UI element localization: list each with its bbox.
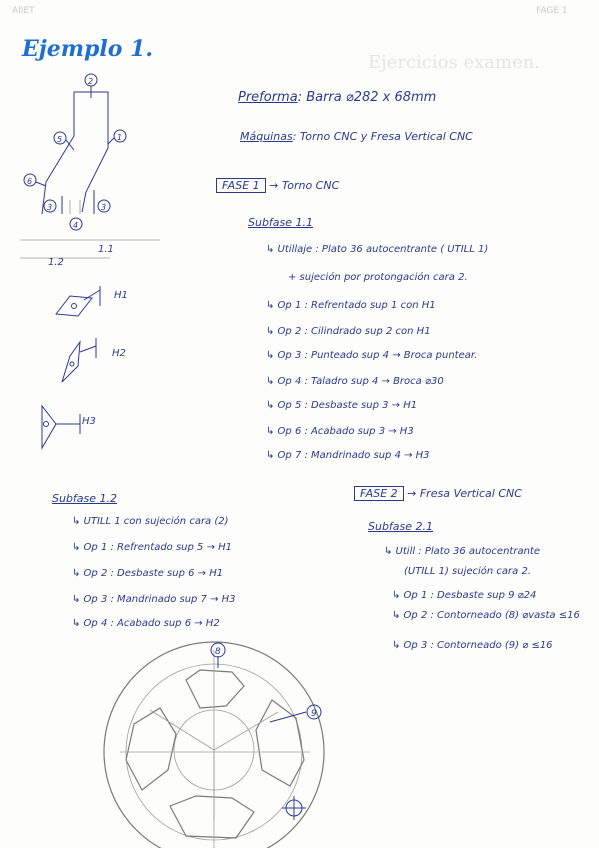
- subfase-2-1-line: ↳ Op 3 : Contorneado (9) ⌀ ≤16: [392, 640, 553, 651]
- subfase-1-2-line: ↳ Op 3 : Mandrinado sup 7 → H3: [72, 594, 236, 605]
- subfase-1-2-line: ↳ Op 4 : Acabado sup 6 → H2: [72, 618, 220, 629]
- label-4: 4: [73, 221, 79, 230]
- tool-h2: H2: [112, 348, 126, 359]
- dim-left: 1.2: [48, 257, 64, 268]
- preforma-label: Preforma: [238, 90, 298, 105]
- subfase-2-1-line: ↳ Op 1 : Desbaste sup 9 ⌀24: [392, 590, 537, 601]
- header-left: AIIET: [12, 6, 35, 16]
- fase2-machine: → Fresa Vertical CNC: [407, 487, 522, 500]
- page-title: Ejemplo 1.: [22, 36, 154, 62]
- part-label-9: 9: [311, 709, 317, 719]
- subfase-1-1-line: + sujeción por protongación cara 2.: [288, 272, 468, 283]
- spoke-line: [150, 710, 214, 750]
- label-3b: 3: [101, 203, 107, 212]
- header-right: FAGE 1: [536, 6, 568, 16]
- subfase-1-1-line: ↳ Op 2 : Cilindrado sup 2 con H1: [266, 326, 431, 337]
- subfase-1-1-line: ↳ Utillaje : Plato 36 autocentrante ( UTILL 1): [266, 244, 489, 255]
- subfase-1-1-line: ↳ Op 6 : Acabado sup 3 → H3: [266, 426, 414, 437]
- tool-h1: H1: [114, 290, 128, 301]
- subfase-1-1-title: Subfase 1.1: [248, 216, 314, 229]
- preforma-value: : Barra ⌀282 x 68mm: [297, 90, 437, 105]
- pocket: [126, 708, 176, 790]
- label-1: 1: [117, 133, 123, 142]
- label-2: 2: [88, 77, 94, 86]
- part-label-8: 8: [215, 647, 221, 657]
- label-5: 5: [57, 135, 63, 144]
- subfase-1-2-title: Subfase 1.2: [52, 492, 118, 505]
- maquinas-label: Máquinas: [240, 130, 293, 143]
- subfase-1-1-line: ↳ Op 5 : Desbaste sup 3 → H1: [266, 400, 418, 411]
- maquinas-value: : Torno CNC y Fresa Vertical CNC: [292, 130, 473, 143]
- spoke-line: [214, 712, 278, 750]
- subfase-2-1-line: ↳ Utill : Plato 36 autocentrante: [384, 546, 540, 557]
- subfase-1-2-line: ↳ UTILL 1 con sujeción cara (2): [72, 516, 229, 527]
- subfase-1-1-line: ↳ Op 3 : Punteado sup 4 → Broca puntear.: [266, 350, 478, 361]
- pocket: [170, 796, 254, 838]
- tool-h3: H3: [82, 416, 96, 427]
- label-3: 3: [47, 203, 53, 212]
- fase1-box: FASE 1: [216, 178, 266, 193]
- faint-background-title: Ejercicios examen.: [368, 52, 541, 73]
- subfase-1-1-line: ↳ Op 7 : Mandrinado sup 4 → H3: [266, 450, 430, 461]
- fase1-machine: → Torno CNC: [269, 179, 340, 192]
- subfase-1-2-line: ↳ Op 1 : Refrentado sup 5 → H1: [72, 542, 233, 553]
- fase2-box: FASE 2: [354, 486, 404, 501]
- pocket: [186, 670, 244, 708]
- subfase-2-1-title: Subfase 2.1: [368, 520, 434, 533]
- dim-right: 1.1: [98, 244, 114, 255]
- subfase-1-1-line: ↳ Op 4 : Taladro sup 4 → Broca ⌀30: [266, 376, 444, 387]
- subfase-2-1-line: ↳ Op 2 : Contorneado (8) ⌀vasta ≤16: [392, 610, 580, 621]
- pocket: [256, 700, 304, 786]
- subfase-2-1-line: (UTILL 1) sujeción cara 2.: [404, 566, 532, 577]
- label-6: 6: [27, 177, 33, 186]
- subfase-1-2-line: ↳ Op 2 : Desbaste sup 6 → H1: [72, 568, 224, 579]
- subfase-1-1-line: ↳ Op 1 : Refrentado sup 1 con H1: [266, 300, 436, 311]
